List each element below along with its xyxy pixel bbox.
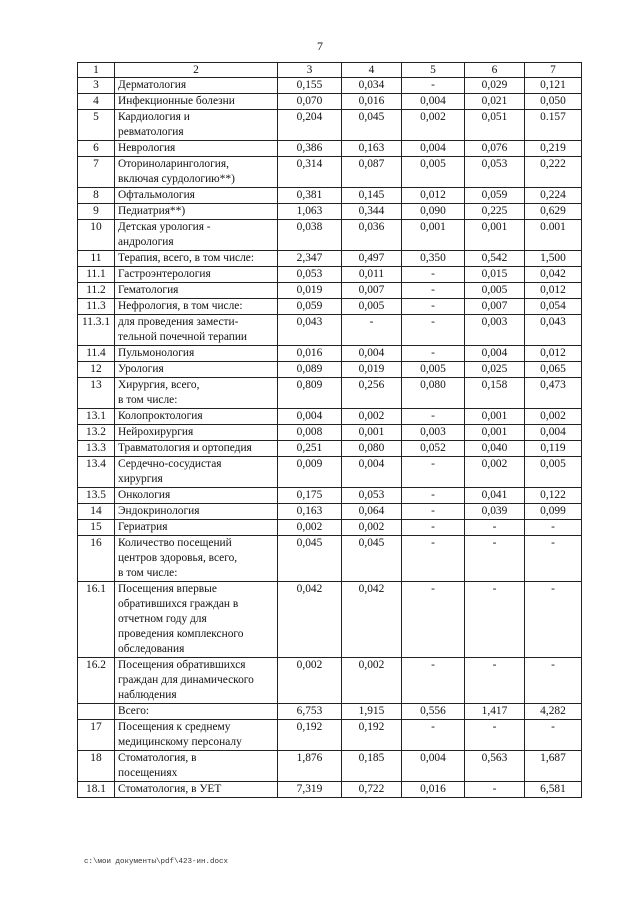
value-cell: 0,059 (465, 188, 525, 204)
row-number-cell: 13.2 (78, 425, 115, 441)
row-label-cell: Кардиология и ревматология (115, 110, 278, 141)
row-number-cell: 11.3.1 (78, 315, 115, 346)
row-number-cell: 13.4 (78, 457, 115, 488)
row-label-cell: для проведения замести- тельной почечной терапии (115, 315, 278, 346)
value-cell: 0,256 (342, 378, 402, 409)
table-row (78, 457, 582, 488)
row-label-cell: Количество посещений центров здоровья, всего, в том числе: (115, 536, 278, 582)
row-number-cell: 16.1 (78, 582, 115, 658)
value-cell: 0,087 (342, 157, 402, 188)
table-row (78, 220, 582, 251)
value-cell: 0,002 (342, 520, 402, 536)
value-cell: 0,038 (278, 220, 342, 251)
table-body (78, 63, 582, 798)
row-label-cell: Хирургия, всего, в том числе: (115, 378, 278, 409)
table-row (78, 425, 582, 441)
row-number-cell: 8 (78, 188, 115, 204)
row-label-cell: Стоматология, в посещениях (115, 751, 278, 782)
table-row (78, 751, 582, 782)
row-label-cell: Посещения обратившихся граждан для динамического наблюдения (115, 658, 278, 704)
value-cell: - (402, 267, 465, 283)
data-table (77, 62, 582, 798)
value-cell: 1,687 (525, 751, 582, 782)
value-cell: 0,175 (278, 488, 342, 504)
row-number-cell: 9 (78, 204, 115, 220)
value-cell: 0,145 (342, 188, 402, 204)
row-number-cell: 11.4 (78, 346, 115, 362)
value-cell: - (525, 536, 582, 582)
value-cell: 0,158 (465, 378, 525, 409)
value-cell: 4,282 (525, 704, 582, 720)
value-cell: 0,163 (278, 504, 342, 520)
value-cell: 0,204 (278, 110, 342, 141)
value-cell: 0,076 (465, 141, 525, 157)
value-cell: 0,004 (342, 457, 402, 488)
value-cell: 0,007 (465, 299, 525, 315)
value-cell: 0,001 (465, 220, 525, 251)
row-label-cell: Гематология (115, 283, 278, 299)
value-cell: 0,381 (278, 188, 342, 204)
value-cell: 0,036 (342, 220, 402, 251)
value-cell: 0,059 (278, 299, 342, 315)
value-cell: 0,542 (465, 251, 525, 267)
table-row (78, 157, 582, 188)
row-label-cell: Урология (115, 362, 278, 378)
row-label-cell: Офтальмология (115, 188, 278, 204)
value-cell: 0,314 (278, 157, 342, 188)
value-cell: 0,009 (278, 457, 342, 488)
table-row (78, 704, 582, 720)
value-cell: 6,581 (525, 782, 582, 798)
row-label-cell: Гастроэнтерология (115, 267, 278, 283)
value-cell: 0,064 (342, 504, 402, 520)
value-cell: - (402, 457, 465, 488)
row-label-cell: Стоматология, в УЕТ (115, 782, 278, 798)
table-row (78, 315, 582, 346)
value-cell: 0,004 (342, 346, 402, 362)
row-label-cell: Неврология (115, 141, 278, 157)
value-cell: 0,080 (342, 441, 402, 457)
row-label-cell: Травматология и ортопедия (115, 441, 278, 457)
table-row (78, 251, 582, 267)
value-cell: 0,041 (465, 488, 525, 504)
value-cell: 0,219 (525, 141, 582, 157)
value-cell: - (402, 299, 465, 315)
value-cell: 0,025 (465, 362, 525, 378)
table-row (78, 488, 582, 504)
value-cell: - (402, 78, 465, 94)
row-number-cell: 18 (78, 751, 115, 782)
row-label-cell: Терапия, всего, в том числе: (115, 251, 278, 267)
file-path-footer: c:\мои документы\pdf\423-ин.docx (84, 858, 229, 866)
page-number: 7 (317, 39, 323, 53)
value-cell: 0,563 (465, 751, 525, 782)
table-row (78, 141, 582, 157)
value-cell: 0,080 (402, 378, 465, 409)
row-number-cell: 16 (78, 536, 115, 582)
value-cell: 0,001 (342, 425, 402, 441)
value-cell: 0,016 (402, 782, 465, 798)
row-number-cell: 3 (78, 78, 115, 94)
table-row (78, 504, 582, 520)
table-row (78, 299, 582, 315)
row-number-cell: 13.5 (78, 488, 115, 504)
row-number-cell: 5 (78, 110, 115, 141)
value-cell: 0,497 (342, 251, 402, 267)
table-row (78, 520, 582, 536)
row-number-cell: 16.2 (78, 658, 115, 704)
value-cell: 0,042 (525, 267, 582, 283)
value-cell: 0,016 (278, 346, 342, 362)
row-number-cell: 15 (78, 520, 115, 536)
value-cell: 0,053 (342, 488, 402, 504)
value-cell: - (402, 504, 465, 520)
value-cell: 0,556 (402, 704, 465, 720)
value-cell: 0,005 (525, 457, 582, 488)
value-cell: 0,004 (465, 346, 525, 362)
value-cell: 0,809 (278, 378, 342, 409)
value-cell: 0,053 (465, 157, 525, 188)
table-row (78, 346, 582, 362)
header-cell: 7 (525, 63, 582, 78)
value-cell: 0,089 (278, 362, 342, 378)
value-cell: - (402, 658, 465, 704)
row-number-cell: 10 (78, 220, 115, 251)
value-cell: 0,004 (402, 751, 465, 782)
value-cell: 0,004 (402, 141, 465, 157)
value-cell: 0,003 (402, 425, 465, 441)
value-cell: 0,004 (525, 425, 582, 441)
table-row (78, 283, 582, 299)
row-label-cell: Нейрохирургия (115, 425, 278, 441)
row-label-cell: Колопроктология (115, 409, 278, 425)
value-cell: 0,002 (278, 658, 342, 704)
value-cell: 0,163 (342, 141, 402, 157)
header-cell: 1 (78, 63, 115, 78)
header-cell: 6 (465, 63, 525, 78)
value-cell: 0,008 (278, 425, 342, 441)
row-number-cell: 11.1 (78, 267, 115, 283)
table-row (78, 267, 582, 283)
value-cell: - (525, 720, 582, 751)
value-cell: 0,005 (402, 362, 465, 378)
value-cell: 0,019 (342, 362, 402, 378)
value-cell: - (342, 315, 402, 346)
table-row (78, 78, 582, 94)
value-cell: 0.157 (525, 110, 582, 141)
value-cell: 0,005 (465, 283, 525, 299)
value-cell: - (402, 346, 465, 362)
value-cell: 0,005 (402, 157, 465, 188)
value-cell: 0,070 (278, 94, 342, 110)
header-cell: 4 (342, 63, 402, 78)
value-cell: 0.001 (525, 220, 582, 251)
value-cell: 0,051 (465, 110, 525, 141)
value-cell: 0,002 (278, 520, 342, 536)
value-cell: 0,016 (342, 94, 402, 110)
value-cell: 0,012 (525, 283, 582, 299)
row-label-cell: Пульмонология (115, 346, 278, 362)
row-label-cell: Оториноларингология, включая сурдологию**) (115, 157, 278, 188)
row-label-cell: Гериатрия (115, 520, 278, 536)
table-row (78, 441, 582, 457)
value-cell: 0,002 (342, 658, 402, 704)
header-cell: 5 (402, 63, 465, 78)
value-cell: 0,224 (525, 188, 582, 204)
value-cell: - (402, 315, 465, 346)
value-cell: 0,040 (465, 441, 525, 457)
value-cell: 0,034 (342, 78, 402, 94)
row-label-cell: Эндокринология (115, 504, 278, 520)
value-cell: 0,045 (342, 110, 402, 141)
value-cell: - (465, 536, 525, 582)
value-cell: 0,722 (342, 782, 402, 798)
value-cell: 1,500 (525, 251, 582, 267)
table-row (78, 378, 582, 409)
row-number-cell: 17 (78, 720, 115, 751)
value-cell: - (402, 520, 465, 536)
value-cell: 2,347 (278, 251, 342, 267)
value-cell: 0,629 (525, 204, 582, 220)
value-cell: 0,029 (465, 78, 525, 94)
row-number-cell: 12 (78, 362, 115, 378)
value-cell: 1,417 (465, 704, 525, 720)
value-cell: 0,011 (342, 267, 402, 283)
row-label-cell: Детская урология - андрология (115, 220, 278, 251)
row-number-cell: 6 (78, 141, 115, 157)
value-cell: 0,052 (402, 441, 465, 457)
value-cell: 6,753 (278, 704, 342, 720)
value-cell: 0,019 (278, 283, 342, 299)
row-label-cell: Инфекционные болезни (115, 94, 278, 110)
value-cell: 0,473 (525, 378, 582, 409)
table-row (78, 94, 582, 110)
value-cell: 0,002 (465, 457, 525, 488)
table-row (78, 204, 582, 220)
value-cell: 0,042 (278, 582, 342, 658)
value-cell: 0,192 (278, 720, 342, 751)
value-cell: - (402, 582, 465, 658)
value-cell: - (465, 720, 525, 751)
row-label-cell: Сердечно-сосудистая хирургия (115, 457, 278, 488)
value-cell: - (525, 658, 582, 704)
value-cell: 0,185 (342, 751, 402, 782)
value-cell: - (465, 520, 525, 536)
value-cell: 0,012 (402, 188, 465, 204)
value-cell: 0,054 (525, 299, 582, 315)
row-number-cell: 13.1 (78, 409, 115, 425)
value-cell: 0,003 (465, 315, 525, 346)
value-cell: 0,099 (525, 504, 582, 520)
value-cell: 0,012 (525, 346, 582, 362)
value-cell: - (465, 582, 525, 658)
value-cell: 0,002 (342, 409, 402, 425)
value-cell: - (465, 782, 525, 798)
value-cell: 0,344 (342, 204, 402, 220)
value-cell: - (402, 488, 465, 504)
value-cell: 0,222 (525, 157, 582, 188)
value-cell: 0,043 (278, 315, 342, 346)
value-cell: 0,021 (465, 94, 525, 110)
value-cell: 0,045 (278, 536, 342, 582)
table-header-row (78, 63, 582, 78)
value-cell: 0,251 (278, 441, 342, 457)
table-row (78, 720, 582, 751)
value-cell: 0,121 (525, 78, 582, 94)
value-cell: - (402, 283, 465, 299)
value-cell: - (465, 658, 525, 704)
value-cell: 0,386 (278, 141, 342, 157)
value-cell: - (402, 536, 465, 582)
row-number-cell: 18.1 (78, 782, 115, 798)
value-cell: - (525, 582, 582, 658)
row-label-cell: Всего: (115, 704, 278, 720)
row-label-cell: Дерматология (115, 78, 278, 94)
value-cell: 0,122 (525, 488, 582, 504)
row-number-cell: 4 (78, 94, 115, 110)
table-row (78, 110, 582, 141)
row-label-cell: Педиатрия**) (115, 204, 278, 220)
value-cell: 1,063 (278, 204, 342, 220)
table-row (78, 582, 582, 658)
value-cell: 0,001 (465, 425, 525, 441)
value-cell: 0,002 (402, 110, 465, 141)
value-cell: 0,155 (278, 78, 342, 94)
row-label-cell: Посещения впервые обратившихся граждан в отчетном году для проведения комплексного обследования (115, 582, 278, 658)
value-cell: 7,319 (278, 782, 342, 798)
header-cell: 2 (115, 63, 278, 78)
value-cell: 1,876 (278, 751, 342, 782)
value-cell: 0,043 (525, 315, 582, 346)
value-cell: 0,042 (342, 582, 402, 658)
value-cell: 0,119 (525, 441, 582, 457)
value-cell: 0,192 (342, 720, 402, 751)
value-cell: 0,350 (402, 251, 465, 267)
row-label-cell: Нефрология, в том числе: (115, 299, 278, 315)
row-number-cell: 11.3 (78, 299, 115, 315)
table-row (78, 362, 582, 378)
value-cell: 0,007 (342, 283, 402, 299)
row-number-cell: 14 (78, 504, 115, 520)
row-label-cell: Онкология (115, 488, 278, 504)
value-cell: 0,053 (278, 267, 342, 283)
value-cell: - (402, 409, 465, 425)
table-row (78, 782, 582, 798)
table-row (78, 536, 582, 582)
value-cell: 0,065 (525, 362, 582, 378)
value-cell: 0,002 (525, 409, 582, 425)
value-cell: - (402, 720, 465, 751)
value-cell: 0,225 (465, 204, 525, 220)
value-cell: 0,039 (465, 504, 525, 520)
value-cell: 0,015 (465, 267, 525, 283)
row-label-cell: Посещения к среднему медицинскому персоналу (115, 720, 278, 751)
row-number-cell: 11 (78, 251, 115, 267)
row-number-cell: 13 (78, 378, 115, 409)
table-row (78, 658, 582, 704)
header-cell: 3 (278, 63, 342, 78)
value-cell: 0,004 (278, 409, 342, 425)
value-cell: 0,005 (342, 299, 402, 315)
table-row (78, 409, 582, 425)
table-row (78, 188, 582, 204)
value-cell: 0,001 (402, 220, 465, 251)
value-cell: 0,050 (525, 94, 582, 110)
row-number-cell (78, 704, 115, 720)
value-cell: 0,004 (402, 94, 465, 110)
value-cell: 0,001 (465, 409, 525, 425)
row-number-cell: 7 (78, 157, 115, 188)
value-cell: - (525, 520, 582, 536)
value-cell: 1,915 (342, 704, 402, 720)
row-number-cell: 11.2 (78, 283, 115, 299)
value-cell: 0,045 (342, 536, 402, 582)
value-cell: 0,090 (402, 204, 465, 220)
row-number-cell: 13.3 (78, 441, 115, 457)
